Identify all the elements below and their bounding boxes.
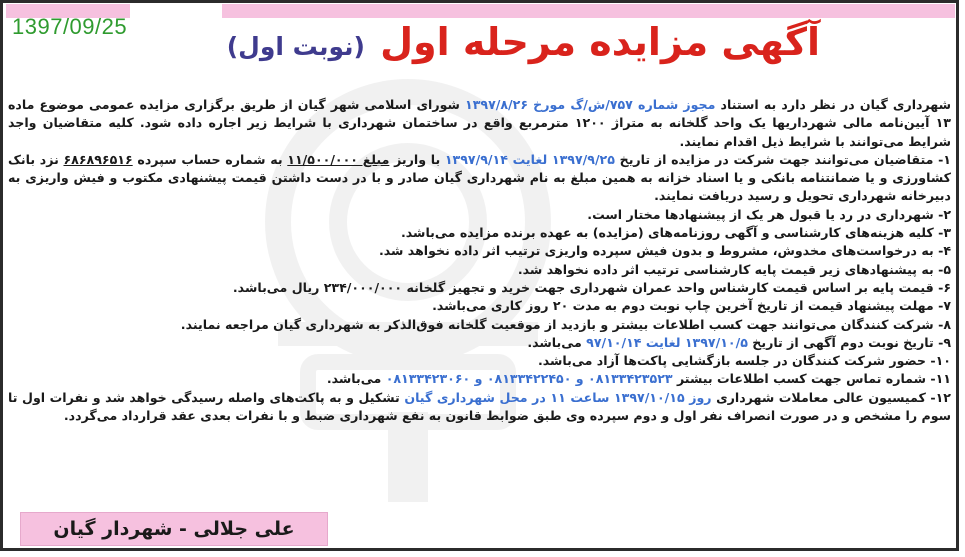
item-10: ۱۰- حضور شرکت کنندگان در جلسه بازگشایی پاکت‌ها آزاد می‌باشد. xyxy=(537,353,951,369)
item-9-text-1: ۹- تاریخ نوبت دوم آگهی از تاریخ xyxy=(747,334,951,350)
item-9 xyxy=(8,334,951,352)
item-1-dates: ۱۳۹۷/۹/۲۵ لغایت ۱۳۹۷/۹/۱۴ xyxy=(444,151,615,167)
title-main: آگهی مزایده مرحله اول xyxy=(380,20,820,64)
publish-date: 1397/09/25 xyxy=(12,14,128,39)
item-1-account: ۶۸۶۸۹۶۵۱۶ xyxy=(63,151,133,167)
item-3: ۳- کلیه هزینه‌های کارشناسی و آگهی روزنامه‌های (مزایده) به عهده برنده مزایده می‌باشد. xyxy=(401,225,951,241)
intro-paragraph xyxy=(8,96,951,151)
item-12-text-1: ۱۲- کمیسیون عالی معاملات شهرداری xyxy=(711,389,951,405)
title-sub: (نوبت اول) xyxy=(226,32,365,61)
item-11 xyxy=(8,370,951,388)
item-12 xyxy=(8,389,951,426)
intro-permit: مجوز شماره ۷۵۷/ش/گ مورخ ۱۳۹۷/۸/۲۶ xyxy=(465,97,716,112)
item-1-text-3: به شماره حساب سپرده xyxy=(132,151,288,167)
item-7: ۷- مهلت پیشنهاد قیمت از تاریخ آخرین چاپ نوبت دوم به مدت ۲۰ روز کاری می‌باشد. xyxy=(432,298,951,314)
intro-text-2: شورای اسلامی شهر گیان از طریق برگزاری مزایده عمومی موضوع ماده ۱۳ آیین‌نامه مالی شهرداریها یک واحد گلخانه به متراژ ۱۲۰۰ مترمربع واقع در ساختمان شهرداری با شرایط زیر اجاره داده شود. کلیه متقاضیان واجد شرایط می‌توانند با شرایط ذیل اقدام نمایند. xyxy=(8,97,951,149)
item-11-text-2: می‌باشد. xyxy=(326,371,386,387)
item-9-dates: ۱۳۹۷/۱۰/۵ لغایت ۹۷/۱۰/۱۴ xyxy=(586,334,748,350)
item-4: ۴- به درخواست‌های مخدوش، مشروط و بدون فیش سپرده واریزی ترتیب اثر داده نخواهد شد. xyxy=(378,243,951,259)
item-1-amount: مبلغ ۱۱/۵۰۰/۰۰۰ xyxy=(287,151,390,167)
item-1-text-1: ۱- متقاضیان می‌توانند جهت شرکت در مزایده از تاریخ xyxy=(614,151,951,167)
item-11-phones: ۰۸۱۳۳۴۲۳۵۲۳ و ۰۸۱۳۳۴۲۲۴۵۰ و ۰۸۱۳۳۴۲۳۰۶۰ xyxy=(385,371,673,387)
mayor-signature: علی جلالی - شهردار گیان xyxy=(20,512,328,546)
item-12-text-2: تشکیل و به پاکت‌های واصله رسیدگی خواهد شد و نفرات اول تا سوم را مشخص و در صورت انصراف نفر اول و دوم سپرده وی طبق ضوابط قانون به نفع شهرداری ضبط و با نفرات بعدی عقد قرارداد می‌گردد. xyxy=(8,389,951,424)
item-6: ۶- قیمت پایه بر اساس قیمت کارشناس واحد عمران شهرداری جهت خرید و تجهیز گلخانه ۲۳۴/۰۰۰/۰۰۰ ریال می‌باشد. xyxy=(232,279,951,295)
item-11-text-1: ۱۱- شماره تماس جهت کسب اطلاعات بیشتر xyxy=(672,371,951,387)
item-1-text-4: نزد بانک کشاورزی و یا ضمانتنامه بانکی و یا اسناد خزانه به همین مبلغ به نام شهرداری گیان صادر و با در دست داشتن قیمت پیشنهادی مکتوب و فیش واریزی به دبیرخانه شهرداری تحویل و رسید دریافت نمایند. xyxy=(8,151,951,204)
item-2: ۲- شهرداری در رد یا قبول هر یک از پیشنهادها مختار است. xyxy=(587,206,951,222)
item-5: ۵- به پیشنهادهای زیر قیمت پایه کارشناسی ترتیب اثر داده نخواهد شد. xyxy=(517,261,951,277)
item-9-text-2: می‌باشد. xyxy=(527,334,587,350)
item-8: ۸- شرکت کنندگان می‌توانند جهت کسب اطلاعات بیشتر و بازدید از موقعیت گلخانه فوق‌الذکر به شهرداری گیان مراجعه نمایند. xyxy=(180,316,951,332)
top-pink-bar-right xyxy=(222,4,955,18)
item-1-text-2: با واریز xyxy=(389,151,445,167)
item-12-session: روز ۱۳۹۷/۱۰/۱۵ ساعت ۱۱ در محل شهرداری گیان xyxy=(404,389,712,405)
notice-body xyxy=(8,96,951,425)
intro-text-1: شهرداری گیان در نظر دارد به استناد xyxy=(715,97,952,112)
item-1 xyxy=(8,151,951,206)
